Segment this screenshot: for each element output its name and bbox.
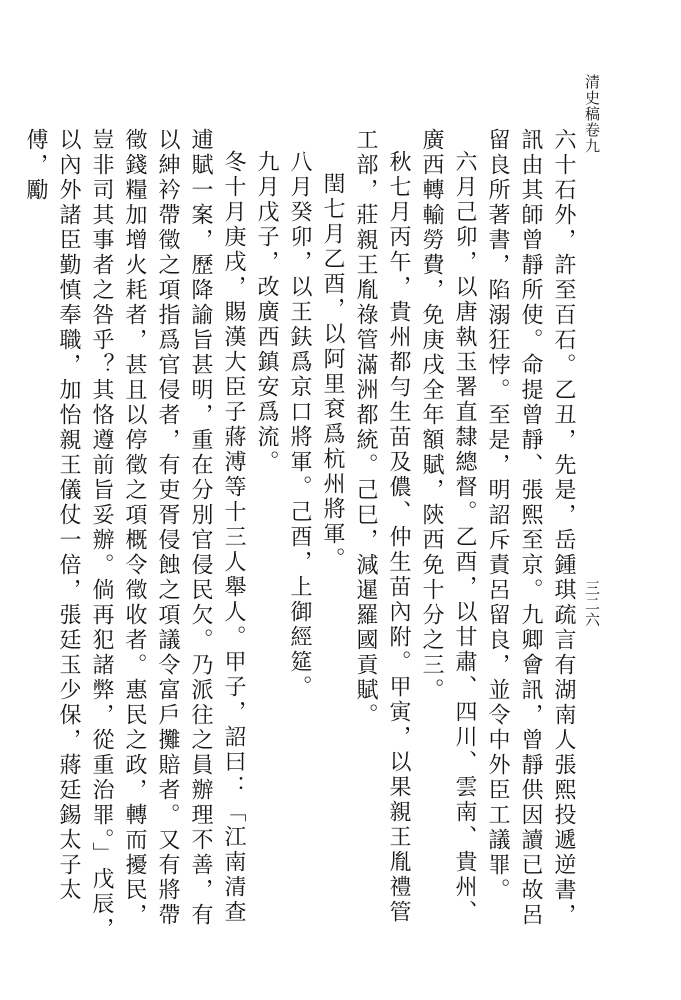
paragraph: 六十石外，許至百石。乙丑，先是，岳鍾琪疏言有湖南人張熙投遞逆書，訊由其師曾靜所使。命提曾靜、張熙至京。九卿會訊，曾靜供因讀已故呂留良所著書，陷溺狂悖。至是，明詔斥責呂留良，並令中外臣工議罪。 bbox=[485, 128, 576, 928]
paragraph: 六月己卯，以唐執玉署直隸總督。乙酉，以甘肅、四川、雲南、貴州、廣西轉輸勞費，免庚戌全年額賦，陝西免十分之三。 bbox=[419, 128, 477, 925]
running-header-title: 清史稿卷九 bbox=[583, 74, 601, 154]
vertical-text-body bbox=[23, 128, 580, 948]
paragraph: 八月癸卯，以王鈇爲京口將軍。己酉，上御經筵。 bbox=[287, 150, 312, 700]
paragraph: 閏七月乙酉，以阿里袞爲杭州將軍。 bbox=[320, 172, 345, 572]
paragraph: 秋七月丙午，貴州都勻生苗及儂、仲生苗內附。甲寅，以果親王胤禮管工部，莊親王胤祿管滿洲都統。己巳，減暹羅國貢賦。 bbox=[353, 128, 411, 925]
paragraph: 九月戊子，改廣西鎮安爲流。 bbox=[254, 150, 279, 475]
page-number: 三二六 bbox=[583, 580, 601, 628]
paragraph: 冬十月庚戌，賜漢大臣子蔣溥等十三人舉人。甲子，詔曰：「江南清查逋賦一案，歷降諭旨甚明，重在分別官侵民欠。乃派往之員辦理不善，有以紳衿帶徵之項指爲官侵者，有吏胥侵蝕之項議令富戶攤賠者。又有將帶徵錢糧加增火耗者，甚且以停徵之項概令徵收者。惠民之政，轉而擾民，豈非司其事者之咎乎？其恪遵前旨妥辦。倘再犯諸弊，從重治罪。」戊辰，以內外諸臣勤慎奉職，加怡親王儀仗一倍，張廷玉少保，蔣廷錫太子太傅，勵 bbox=[23, 128, 246, 942]
